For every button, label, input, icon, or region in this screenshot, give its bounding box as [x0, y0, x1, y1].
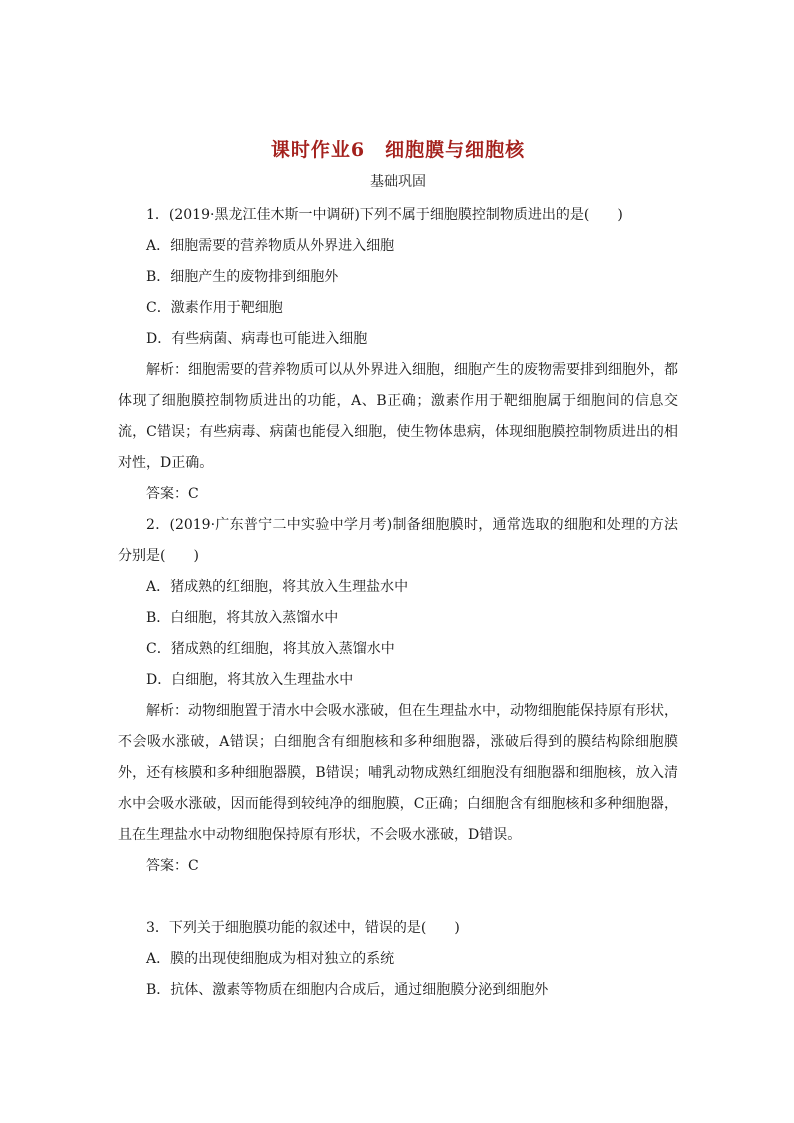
- question-2-option-a: A．猪成熟的红细胞，将其放入生理盐水中: [146, 579, 409, 595]
- question-1-option-c: C．激素作用于靶细胞: [146, 300, 283, 316]
- question-2: [118, 510, 678, 882]
- question-2-option-d: D．白细胞，将其放入生理盐水中: [146, 672, 354, 688]
- question-3-option-a: A．膜的出现使细胞成为相对独立的系统: [146, 951, 395, 967]
- question-2-analysis: 解析：动物细胞置于清水中会吸水涨破，但在生理盐水中，动物细胞能保持原有形状，不会吸水涨破，A错误；白细胞含有细胞核和多种细胞器，涨破后得到的膜结构除细胞膜外，还有核膜和多种细胞器膜，B错误；哺乳动物成熟红细胞没有细胞器和细胞核，放入清水中会吸水涨破，因而能得到较纯净的细胞膜，C正确；白细胞含有细胞核和多种细胞器，且在生理盐水中动物细胞保持原有形状，不会吸水涨破，D错误。: [118, 703, 678, 843]
- question-3: [118, 913, 678, 1006]
- question-3-stem: 3．下列关于细胞膜功能的叙述中，错误的是( ): [146, 920, 460, 936]
- question-2-answer: 答案：C: [146, 858, 199, 874]
- question-1: [118, 200, 678, 510]
- section-heading: 基础巩固: [370, 174, 426, 190]
- question-2-option-b: B．白细胞，将其放入蒸馏水中: [146, 610, 339, 626]
- document-page: [118, 136, 678, 1006]
- question-1-option-d: D．有些病菌、病毒也可能进入细胞: [146, 331, 368, 347]
- question-3-option-b: B．抗体、激素等物质在细胞内合成后，通过细胞膜分泌到细胞外: [146, 982, 549, 998]
- question-1-option-b: B．细胞产生的废物排到细胞外: [146, 269, 339, 285]
- page-title: 课时作业6 细胞膜与细胞核: [270, 139, 526, 161]
- question-1-analysis: 解析：细胞需要的营养物质可以从外界进入细胞，细胞产生的废物需要排到细胞外，都体现了细胞膜控制物质进出的功能，A、B正确；激素作用于靶细胞属于细胞间的信息交流，C错误；有些病毒、病菌也能侵入细胞，使生物体患病，体现细胞膜控制物质进出的相对性，D正确。: [118, 362, 678, 471]
- question-1-answer: 答案：C: [146, 486, 199, 502]
- question-2-option-c: C．猪成熟的红细胞，将其放入蒸馏水中: [146, 641, 395, 657]
- question-1-stem: 1．(2019·黑龙江佳木斯一中调研)下列不属于细胞膜控制物质进出的是( ): [146, 207, 623, 223]
- question-spacer: [118, 882, 678, 913]
- question-2-stem: 2．(2019·广东普宁二中实验中学月考)制备细胞膜时，通常选取的细胞和处理的方法分别是( ): [118, 517, 678, 564]
- question-1-option-a: A．细胞需要的营养物质从外界进入细胞: [146, 238, 395, 254]
